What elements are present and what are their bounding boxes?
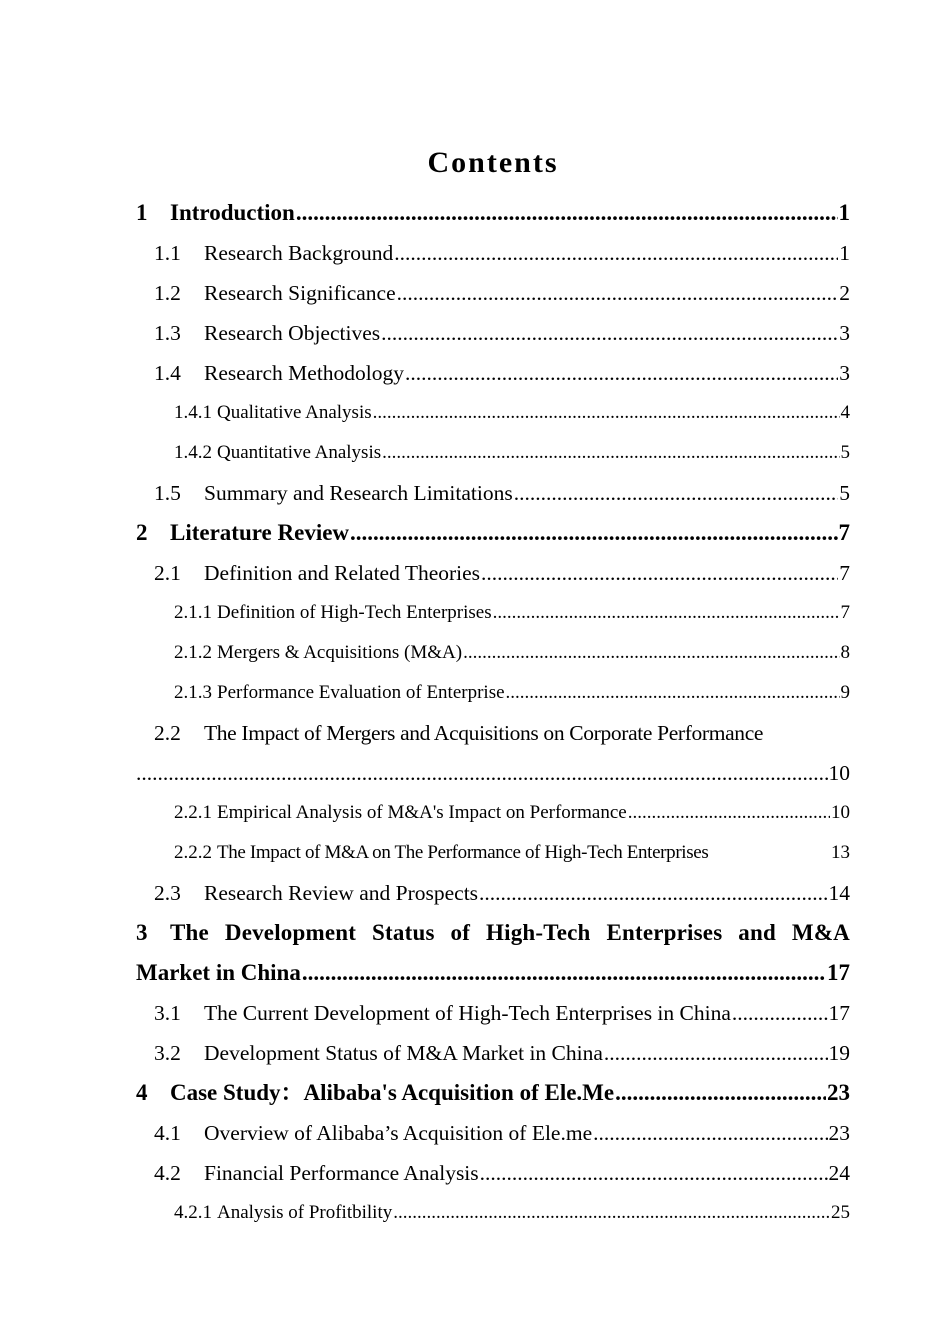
toc-entry-2-2-continuation[interactable]: [136, 753, 850, 793]
page-number: 7: [838, 520, 850, 545]
page-number: 17: [827, 960, 850, 985]
page-number: 1: [839, 241, 850, 265]
leader-dots: [381, 313, 838, 353]
page-number: 19: [828, 1041, 850, 1065]
toc-entry-1-4[interactable]: 1.4 Research Methodology ..... 3: [136, 353, 850, 393]
toc-entry-1-5[interactable]: 1.5 Summary and Research Limitations ..... 5: [136, 473, 850, 513]
toc-entry-2-1-2[interactable]: 2.1.2 Mergers & Acquisitions (M&A) ..... 8: [136, 633, 850, 673]
leader-dots: [397, 273, 839, 313]
page-number: 7: [839, 561, 850, 585]
page-number: 4: [840, 402, 850, 423]
leader-dots: [615, 1073, 826, 1113]
page-number: 9: [840, 682, 850, 703]
leader-dots: [463, 633, 839, 673]
leader-dots: [405, 353, 838, 393]
toc-entry-2-2-1[interactable]: 2.2.1 Empirical Analysis of M&A's Impact on Performance ..... 10: [136, 793, 850, 833]
leader-dots: [302, 953, 826, 993]
toc-entry-2-2[interactable]: 2.2 The Impact of Mergers and Acquisitions on Corporate Performance: [154, 721, 764, 745]
page-number: 10: [828, 761, 850, 785]
toc-entry-3-2[interactable]: 3.2 Development Status of M&A Market in China ..... 19: [136, 1033, 850, 1073]
toc-entry-1-1[interactable]: 1.1 Research Background ..... 1: [136, 233, 850, 273]
page-number: 23: [828, 1121, 850, 1145]
toc-entry-4[interactable]: 4 Case Study：Alibaba's Acquisition of Ele.Me ..... 23: [136, 1073, 850, 1113]
leader-dots: [394, 233, 838, 273]
page-number: 5: [840, 442, 850, 463]
leader-dots: [732, 993, 828, 1033]
leader-dots: [514, 473, 839, 513]
toc-entry-2-2-2[interactable]: 2.2.2 The Impact of M&A on The Performance of High-Tech Enterprises 13: [136, 833, 850, 873]
toc-entry-3-continuation[interactable]: Market in China ..... 17: [136, 953, 850, 993]
toc-entry-2-1-1[interactable]: 2.1.1 Definition of High-Tech Enterprises ..... 7: [136, 593, 850, 633]
toc-entry-1-4-1[interactable]: 1.4.1 Qualitative Analysis ..... 4: [136, 393, 850, 433]
toc-entry-2-3[interactable]: 2.3 Research Review and Prospects ..... 14: [136, 873, 850, 913]
toc-entry-3[interactable]: 3 The Development Status of High-Tech Enterprises and M&A: [136, 920, 850, 945]
toc-entry-1-2[interactable]: 1.2 Research Significance ..... 2: [136, 273, 850, 313]
page-number: 17: [828, 1001, 850, 1025]
leader-dots: [136, 753, 828, 793]
page-number: 5: [839, 481, 850, 505]
toc-entry-1-3[interactable]: 1.3 Research Objectives ..... 3: [136, 313, 850, 353]
leader-dots: [350, 513, 837, 553]
page-number: 23: [827, 1080, 850, 1105]
toc-entry-1-4-2[interactable]: 1.4.2 Quantitative Analysis ..... 5: [136, 433, 850, 473]
leader-dots: [382, 433, 839, 473]
page-number: 1: [838, 200, 850, 225]
page-number: 7: [840, 602, 850, 623]
page-number: 3: [839, 361, 850, 385]
toc-entry-1[interactable]: 1 Introduction ..... 1: [136, 193, 850, 233]
leader-dots: [479, 873, 827, 913]
toc-entry-4-2-1[interactable]: 4.2.1 Analysis of Profitbility ..... 25: [136, 1193, 850, 1233]
toc-entry-4-1[interactable]: 4.1 Overview of Alibaba’s Acquisition of Ele.me ..... 23: [136, 1113, 850, 1153]
leader-dots: [506, 673, 840, 713]
toc-entry-2-1-3[interactable]: 2.1.3 Performance Evaluation of Enterprise ..... 9: [136, 673, 850, 713]
toc-entry-3-1[interactable]: 3.1 The Current Development of High-Tech Enterprises in China ..... 17: [136, 993, 850, 1033]
leader-dots: [480, 1153, 828, 1193]
leader-dots: [481, 553, 838, 593]
page-number: 13: [831, 842, 850, 863]
leader-dots: [593, 1113, 827, 1153]
toc-entry-2-1[interactable]: 2.1 Definition and Related Theories ..... 7: [136, 553, 850, 593]
leader-dots: [493, 593, 840, 633]
toc-entry-4-2[interactable]: 4.2 Financial Performance Analysis ..... 24: [136, 1153, 850, 1193]
toc-entry-2[interactable]: 2 Literature Review ..... 7: [136, 513, 850, 553]
page-number: 10: [831, 802, 850, 823]
toc-title: Contents: [427, 146, 559, 179]
page-number: 3: [839, 321, 850, 345]
leader-dots: [393, 1193, 830, 1233]
leader-dots: [604, 1033, 828, 1073]
page-number: 25: [831, 1202, 850, 1223]
leader-dots: [373, 393, 840, 433]
leader-dots: [296, 193, 838, 233]
page-number: 24: [828, 1161, 850, 1185]
page-number: 2: [839, 281, 850, 305]
page-number: 14: [828, 881, 850, 905]
page-number: 8: [840, 642, 850, 663]
leader-dots: [628, 793, 830, 833]
